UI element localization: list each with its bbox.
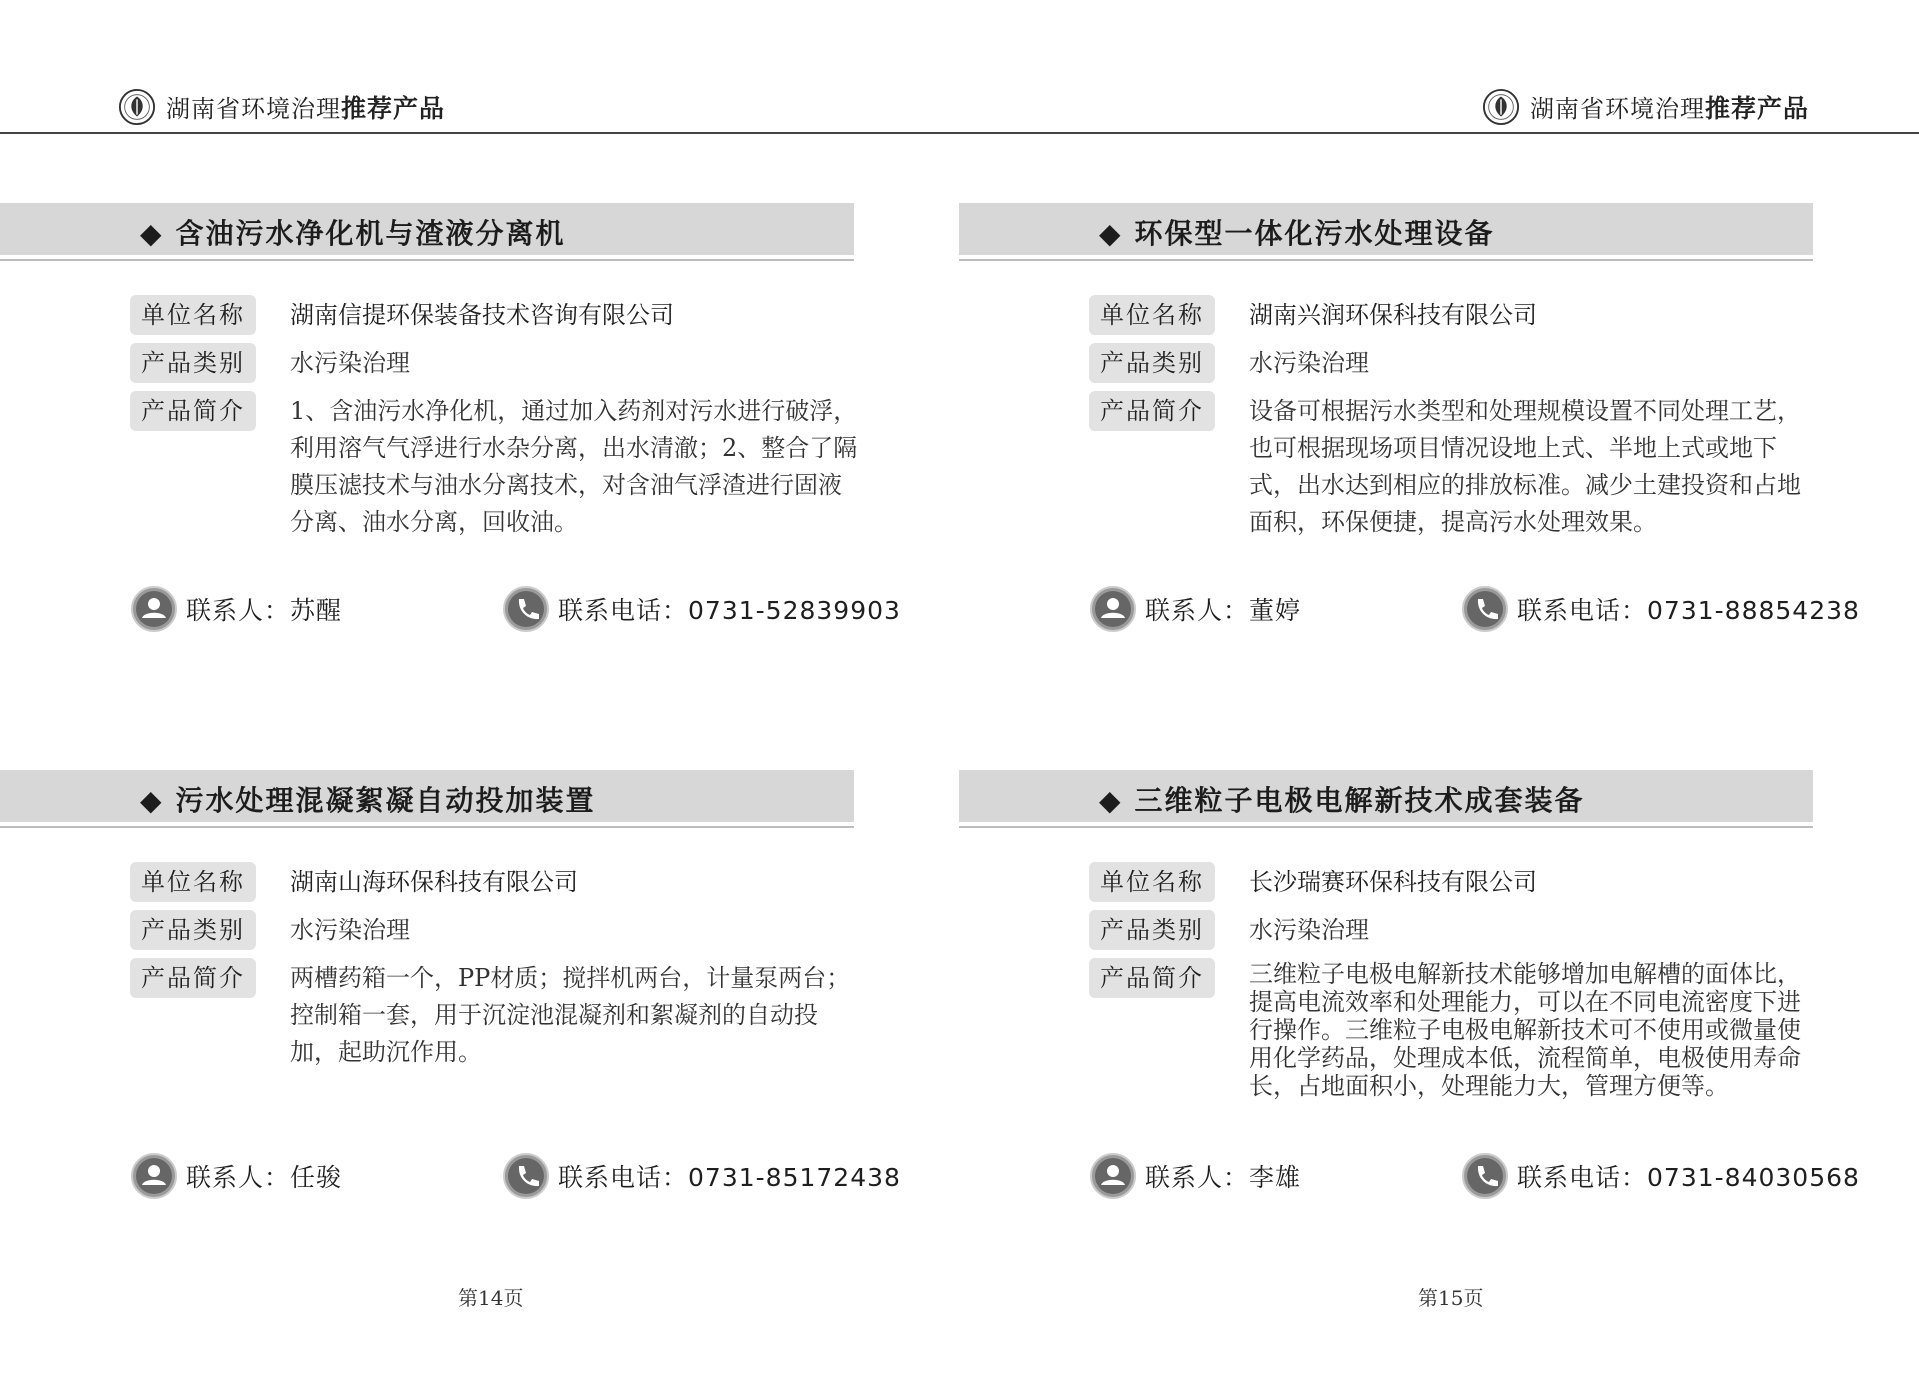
contact-phone	[502, 585, 901, 633]
category-label: 产品类别	[130, 343, 256, 383]
header-brand-text: 湖南省环境治理推荐产品	[1530, 94, 1810, 123]
unit-value: 湖南兴润环保科技有限公司	[1249, 301, 1537, 329]
intro-row	[130, 391, 860, 541]
header-brand-right	[1482, 88, 1809, 126]
leaf-emblem-icon	[1482, 88, 1520, 126]
intro-label: 产品简介	[1089, 391, 1215, 431]
contact-person	[130, 585, 342, 633]
leaf-emblem-icon	[118, 88, 156, 126]
person-icon	[130, 585, 178, 633]
product-title: ◆ 含油污水净化机与渣液分离机	[140, 217, 566, 250]
unit-row	[1089, 295, 1537, 335]
unit-label: 单位名称	[1089, 295, 1215, 335]
phone-icon	[1461, 585, 1509, 633]
intro-text: 设备可根据污水类型和处理规模设置不同处理工艺，也可根据现场项目情况设地上式、半地上式或地下式，出水达到相应的排放标准。减少土建投资和占地面积，环保便捷，提高污水处理效果。	[1249, 397, 1801, 536]
contact-person	[1089, 585, 1301, 633]
contact-person-text: 联系人：董婷	[1145, 596, 1302, 625]
intro-label: 产品简介	[1089, 958, 1215, 998]
title-bar	[0, 770, 854, 822]
diamond-bullet-icon: ◆	[1099, 784, 1123, 817]
header-divider	[0, 132, 1919, 134]
unit-value: 长沙瑞赛环保科技有限公司	[1249, 868, 1537, 896]
person-icon	[130, 1152, 178, 1200]
category-value: 水污染治理	[290, 349, 410, 377]
person-icon	[1089, 1152, 1137, 1200]
contact-phone-text: 联系电话：0731-84030568	[1517, 1163, 1860, 1192]
contact-phone	[502, 1152, 901, 1200]
unit-row	[130, 295, 674, 335]
diamond-bullet-icon: ◆	[140, 784, 164, 817]
page-number-right: 第15页	[1418, 1286, 1484, 1310]
unit-row	[130, 862, 578, 902]
product-title: ◆ 环保型一体化污水处理设备	[1099, 217, 1495, 250]
unit-label: 单位名称	[1089, 862, 1215, 902]
category-value: 水污染治理	[1249, 916, 1369, 944]
header-brand-text: 湖南省环境治理推荐产品	[166, 94, 446, 123]
category-value: 水污染治理	[1249, 349, 1369, 377]
intro-text: 两槽药箱一个，PP材质；搅拌机两台，计量泵两台；控制箱一套，用于沉淀池混凝剂和絮凝剂的自动投加，起助沉作用。	[290, 964, 851, 1066]
intro-row	[1089, 958, 1819, 1100]
category-row	[1089, 343, 1369, 383]
contact-person-text: 联系人：任骏	[186, 1163, 343, 1192]
header-brand-left	[118, 88, 445, 126]
title-bar	[0, 203, 854, 255]
diamond-bullet-icon: ◆	[140, 217, 164, 250]
category-label: 产品类别	[1089, 343, 1215, 383]
contact-phone	[1461, 585, 1860, 633]
category-label: 产品类别	[130, 910, 256, 950]
contact-phone-text: 联系电话：0731-52839903	[558, 596, 901, 625]
title-bar	[959, 770, 1813, 822]
phone-icon	[502, 585, 550, 633]
unit-value: 湖南山海环保科技有限公司	[290, 868, 578, 896]
intro-text: 三维粒子电极电解新技术能够增加电解槽的面体比，提高电流效率和处理能力，可以在不同电流密度下进行操作。三维粒子电极电解新技术可不使用或微量使用化学药品，处理成本低，流程简单，电极使用寿命长，占地面积小，处理能力大，管理方便等。	[1249, 960, 1801, 1100]
product-card-1	[0, 203, 900, 723]
contact-phone	[1461, 1152, 1860, 1200]
unit-value: 湖南信提环保装备技术咨询有限公司	[290, 301, 674, 329]
diamond-bullet-icon: ◆	[1099, 217, 1123, 250]
intro-row	[1089, 391, 1819, 541]
contact-phone-text: 联系电话：0731-85172438	[558, 1163, 901, 1192]
product-title: ◆ 三维粒子电极电解新技术成套装备	[1099, 784, 1585, 817]
category-value: 水污染治理	[290, 916, 410, 944]
phone-icon	[502, 1152, 550, 1200]
product-card-3	[0, 770, 900, 1290]
intro-label: 产品简介	[130, 958, 256, 998]
product-card-2	[959, 203, 1859, 723]
page-number-left: 第14页	[458, 1286, 524, 1310]
phone-icon	[1461, 1152, 1509, 1200]
contact-phone-text: 联系电话：0731-88854238	[1517, 596, 1860, 625]
intro-row	[130, 958, 860, 1071]
unit-label: 单位名称	[130, 295, 256, 335]
contact-person-text: 联系人：苏醒	[186, 596, 343, 625]
category-row	[130, 910, 410, 950]
category-row	[130, 343, 410, 383]
contact-person	[130, 1152, 342, 1200]
person-icon	[1089, 585, 1137, 633]
intro-text: 1、含油污水净化机，通过加入药剂对污水进行破浮，利用溶气气浮进行水杂分离，出水清澈；2、整合了隔膜压滤技术与油水分离技术，对含油气浮渣进行固液分离、油水分离，回收油。	[290, 397, 858, 536]
intro-label: 产品简介	[130, 391, 256, 431]
category-row	[1089, 910, 1369, 950]
product-card-4	[959, 770, 1859, 1290]
category-label: 产品类别	[1089, 910, 1215, 950]
unit-label: 单位名称	[130, 862, 256, 902]
product-title: ◆ 污水处理混凝絮凝自动投加装置	[140, 784, 596, 817]
contact-person	[1089, 1152, 1301, 1200]
contact-person-text: 联系人：李雄	[1145, 1163, 1302, 1192]
title-bar	[959, 203, 1813, 255]
unit-row	[1089, 862, 1537, 902]
